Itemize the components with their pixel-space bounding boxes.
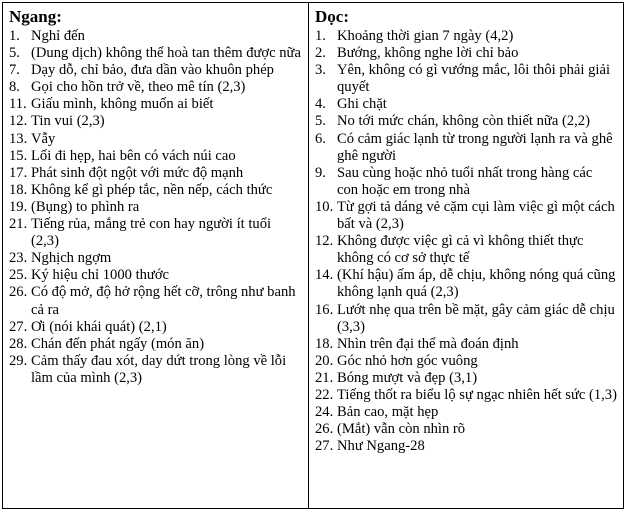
- down-column: [309, 3, 623, 508]
- clue-item: [315, 45, 617, 62]
- clue-number: 29.: [9, 352, 28, 369]
- clue-item: [9, 267, 302, 284]
- clue-text: Góc nhỏ hơn góc vuông: [337, 352, 478, 369]
- clue-item: [9, 284, 302, 318]
- clue-text: Dạy dỗ, chỉ bảo, đưa dần vào khuôn phép: [31, 62, 274, 79]
- clue-number: 18.: [315, 335, 334, 352]
- clue-number: 1.: [315, 28, 326, 44]
- clue-number: 8.: [9, 79, 20, 96]
- clue-table: [2, 2, 624, 509]
- clue-item: [9, 165, 302, 182]
- clue-number: 3.: [315, 62, 326, 79]
- clue-item: [9, 182, 302, 199]
- across-clue-list: [9, 28, 302, 387]
- clue-item: [315, 28, 617, 45]
- clue-number: 9.: [315, 164, 326, 181]
- clue-text: Ký hiệu chỉ 1000 thước: [31, 267, 170, 284]
- clue-item: [315, 336, 617, 353]
- clue-item: [9, 216, 302, 250]
- clue-item: [315, 113, 617, 130]
- clue-item: [315, 353, 617, 370]
- clue-text: Tin vui (2,3): [31, 113, 105, 130]
- down-clue-list: [315, 28, 617, 455]
- clue-item: [315, 302, 617, 336]
- clue-number: 5.: [315, 113, 326, 130]
- clue-number: 27.: [9, 318, 28, 335]
- clue-number: 12.: [9, 113, 28, 130]
- clue-text: Phát sinh đột ngột với mức độ mạnh: [31, 164, 244, 181]
- clue-number: 28.: [9, 335, 28, 352]
- clue-text: Nhìn trên đại thể mà đoán định: [337, 335, 519, 352]
- clue-text: Khoảng thời gian 7 ngày (4,2): [337, 28, 514, 44]
- clue-number: 23.: [9, 250, 28, 267]
- clue-item: [9, 28, 302, 45]
- clue-text: Lướt nhẹ qua trên bề mặt, gây cảm giác dễ chịu (3,3): [337, 301, 615, 335]
- clue-item: [315, 62, 617, 96]
- clue-number: 4.: [315, 96, 326, 113]
- down-heading: Dọc:: [315, 7, 349, 26]
- clue-item: [9, 62, 302, 79]
- clue-number: 22.: [315, 386, 334, 403]
- clue-item: [315, 96, 617, 113]
- clue-item: [315, 199, 617, 233]
- clue-item: [315, 404, 617, 421]
- clue-number: 26.: [9, 284, 28, 301]
- clue-text: (Dung dịch) không thể hoà tan thêm được nữa: [31, 45, 301, 62]
- clue-item: [315, 131, 617, 165]
- clue-number: 14.: [315, 267, 334, 284]
- clue-item: [315, 438, 617, 455]
- clue-item: [315, 387, 617, 404]
- clue-number: 24.: [315, 404, 334, 421]
- clue-item: [9, 45, 302, 62]
- clue-number: 5.: [9, 45, 20, 62]
- clue-item: [9, 148, 302, 165]
- clue-text: Gọi cho hồn trở về, theo mê tín (2,3): [31, 79, 246, 96]
- clue-text: Yên, không có gì vướng mắc, lôi thôi phải giải quyết: [337, 62, 610, 96]
- clue-text: Từ gợi tả dáng vẻ cặm cụi làm việc gì một cách bất và (2,3): [337, 198, 615, 233]
- clue-number: 15.: [9, 147, 28, 164]
- clue-text: Ơi (nói khái quát) (2,1): [31, 318, 167, 335]
- clue-number: 21.: [9, 216, 28, 233]
- clue-text: Có độ mở, độ hở rộng hết cỡ, trông như banh cả ra: [31, 284, 296, 318]
- clue-number: 19.: [9, 198, 28, 215]
- clue-item: [9, 199, 302, 216]
- clue-number: 18.: [9, 181, 28, 198]
- clue-item: [9, 113, 302, 130]
- across-column: [3, 3, 309, 508]
- clue-text: (Khí hậu) ấm áp, dễ chịu, không nóng quá cũng không lạnh quá (2,3): [337, 267, 616, 301]
- clue-number: 26.: [315, 421, 334, 438]
- clue-text: Sau cùng hoặc nhỏ tuổi nhất trong hàng các con hoặc em trong nhà: [337, 164, 593, 198]
- clue-text: Nghỉ đến: [31, 28, 85, 44]
- clue-text: Giấu mình, không muốn ai biết: [31, 96, 214, 113]
- clue-number: 11.: [9, 96, 27, 113]
- clue-text: Không được việc gì cả vì không thiết thực không có cơ sở thực tế: [337, 233, 584, 267]
- clue-number: 10.: [315, 198, 334, 215]
- clue-item: [9, 336, 302, 353]
- clue-number: 21.: [315, 369, 334, 386]
- clue-text: Bướng, không nghe lời chỉ bảo: [337, 45, 519, 62]
- clue-item: [9, 96, 302, 113]
- clue-number: 2.: [315, 45, 326, 62]
- clue-number: 17.: [9, 164, 28, 181]
- clue-text: Lối đi hẹp, hai bên có vách núi cao: [31, 147, 236, 164]
- clue-text: Nghịch ngợm: [31, 250, 112, 267]
- clue-text: Tiếng rủa, mắng trẻ con hay người ít tuổi (2,3): [31, 216, 272, 250]
- clue-item: [9, 250, 302, 267]
- clue-item: [315, 267, 617, 301]
- clue-number: 25.: [9, 267, 28, 284]
- clue-text: Bản cao, mặt hẹp: [337, 404, 439, 421]
- clue-item: [315, 165, 617, 199]
- clue-text: Tiếng thốt ra biểu lộ sự ngạc nhiên hết sức (1,3): [337, 386, 617, 403]
- clue-item: [9, 131, 302, 148]
- clue-item: [9, 319, 302, 336]
- clue-text: Không kể gì phép tắc, nền nếp, cách thức: [31, 181, 273, 198]
- clue-text: Vẫy: [31, 130, 56, 147]
- clue-number: 16.: [315, 301, 334, 318]
- clue-text: (Mắt) vẫn còn nhìn rõ: [337, 421, 466, 438]
- clue-text: Chán đến phát ngấy (món ăn): [31, 335, 205, 352]
- clue-text: Ghi chặt: [337, 96, 387, 113]
- clue-text: Có cảm giác lạnh từ trong người lạnh ra và ghê ghê người: [337, 130, 613, 164]
- clue-item: [315, 233, 617, 267]
- clue-number: 20.: [315, 352, 334, 369]
- across-heading: Ngang:: [9, 7, 62, 26]
- clue-number: 6.: [315, 130, 326, 147]
- clue-number: 12.: [315, 233, 334, 250]
- clue-item: [315, 421, 617, 438]
- clue-number: 1.: [9, 28, 20, 44]
- clue-text: (Bụng) to phình ra: [31, 198, 140, 215]
- clue-text: Cảm thấy đau xót, day dứt trong lòng về lỗi lầm của mình (2,3): [31, 352, 287, 386]
- clue-item: [9, 79, 302, 96]
- clue-item: [9, 353, 302, 387]
- clue-number: 27.: [315, 438, 334, 455]
- clue-item: [315, 370, 617, 387]
- clue-text: Bóng mượt và đẹp (3,1): [337, 369, 478, 386]
- clue-text: No tới mức chán, không còn thiết nữa (2,2): [337, 113, 590, 130]
- clue-text: Như Ngang-28: [337, 438, 425, 455]
- clue-number: 13.: [9, 130, 28, 147]
- clue-number: 7.: [9, 62, 20, 79]
